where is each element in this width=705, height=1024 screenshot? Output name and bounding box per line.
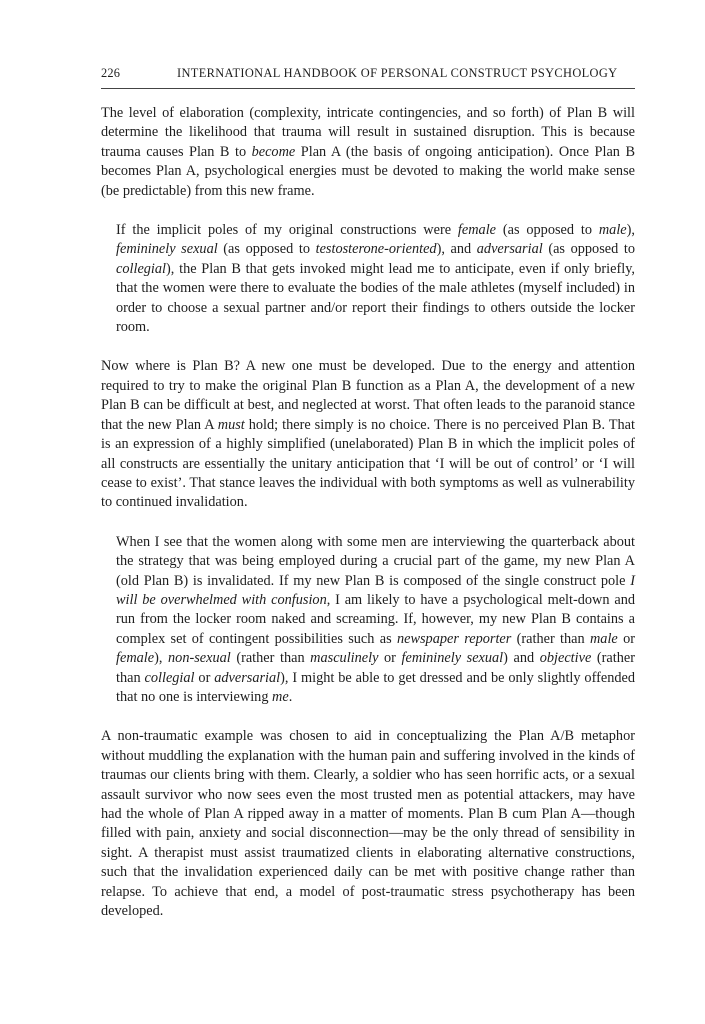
- emphasis: non-sexual: [168, 650, 231, 667]
- text-run: ), and: [436, 241, 477, 258]
- text-run: ),: [626, 222, 635, 239]
- book-page: [101, 66, 635, 921]
- emphasis: male: [598, 222, 627, 239]
- emphasis: testosterone-oriented: [315, 241, 437, 258]
- running-header: [101, 66, 635, 89]
- emphasis: newspaper reporter: [396, 630, 512, 647]
- text-run: hold; there simply is no choice. There is no perceived Plan B. That is an expression of a highly simplified (unelaborated) Plan B in which the implicit poles of all constructs are essentially the unitary anticipation that ‘I will be out of control’ or ‘I will cease to exist’. That stance leaves the individual with both symptoms as well as vulnerability to continued invalidation.: [101, 416, 635, 511]
- text-run: Now where is Plan B? A new one must be developed. Due to the energy and attention required to try to make the original Plan B function as a Plan A, the development of a new Plan B can be difficult at best, and neglected at worst. That often leads to the paranoid stance that the new Plan A: [101, 358, 635, 433]
- emphasis: masculinely: [310, 650, 379, 667]
- text-run: ), the Plan B that gets invoked might lead me to anticipate, even if only briefly, that the women were there to evaluate the bodies of the male athletes (myself included) in order to choose a sexual partner and/or report their findings to others outside the locker room.: [116, 260, 635, 336]
- emphasis: female: [116, 650, 155, 667]
- emphasis: must: [217, 416, 245, 433]
- text-run: ), I might be able to get dressed and be only slightly offended that no one is interviewing: [116, 669, 635, 705]
- text-run: The level of elaboration (complexity, intricate contingencies, and so forth) of Plan B will determine the likelihood that trauma will result in sustained disruption. This is because trauma causes Plan B to: [101, 105, 635, 160]
- text-run: Plan A (the basis of ongoing anticipation). Once Plan B becomes Plan A, psychological energies must be devoted to making the world make sense (be predictable) from this new frame.: [101, 143, 635, 199]
- text-run: When I see that the women along with some men are interviewing the quarterback about the strategy that was being employed during a crucial part of the game, my new Plan A (old Plan B) is invalidated. If my new Plan B is composed of the single construct pole: [116, 533, 635, 589]
- block-quote-text: [116, 533, 635, 708]
- block-quote-text: [116, 221, 635, 337]
- emphasis: I will be overwhelmed with confusion: [116, 572, 635, 608]
- emphasis: adversarial: [214, 669, 281, 686]
- text-run: , I am likely to have a psychological melt-down and run from the locker room naked and screaming. If, however, my new Plan B contains a complex set of contingent possibilities such as: [116, 591, 635, 647]
- text-run: (rather than: [230, 650, 311, 667]
- body-paragraph-2: [101, 357, 635, 512]
- emphasis: become: [251, 143, 296, 160]
- text-run: or: [378, 650, 402, 667]
- text-run: (as opposed to: [542, 241, 635, 258]
- emphasis: collegial: [144, 669, 195, 686]
- text-run: If the implicit poles of my original constructions were: [116, 222, 458, 239]
- text-run: .: [288, 688, 293, 705]
- emphasis: femininely sexual: [401, 650, 504, 667]
- emphasis: female: [457, 222, 497, 239]
- text-run: (rather than: [116, 650, 635, 686]
- emphasis: femininely sexual: [116, 241, 218, 258]
- text-run: A non-traumatic example was chosen to aid in conceptualizing the Plan A/B metaphor without muddling the explanation with the human pain and suffering involved in the kinds of traumas our clients bring with them. Clearly, a soldier who has seen horrific acts, or a sexual assault survivor who now sees even the most trusted men as potential attackers, may have had the whole of Plan A ripped away in a matter of moments. Plan B cum Plan A—though filled with pain, anxiety and social disconnection—may be the only thread of sensibility in sight. A therapist must assist traumatized clients in elaborating alternative constructions, such that the invalidation experienced daily can be met with positive change rather than relapse. To achieve that end, a model of post-traumatic stress psychotherapy has been developed.: [101, 728, 635, 920]
- running-title: INTERNATIONAL HANDBOOK OF PERSONAL CONSTRUCT PSYCHOLOGY: [177, 66, 618, 80]
- emphasis: objective: [539, 650, 592, 667]
- emphasis: male: [589, 630, 618, 647]
- emphasis: me: [272, 688, 289, 705]
- text-run: (rather than: [511, 630, 590, 647]
- body-paragraph-3: [101, 727, 635, 921]
- page-number: 226: [101, 66, 121, 80]
- text-run: ),: [154, 650, 169, 667]
- body-paragraph-1: [101, 104, 635, 201]
- text-run: or: [194, 669, 215, 686]
- block-quote-1: [101, 221, 635, 337]
- block-quote-2: [101, 533, 635, 708]
- text-run: ) and: [503, 650, 540, 667]
- emphasis: collegial: [116, 260, 167, 277]
- text-run: (as opposed to: [496, 222, 599, 239]
- text-run: (as opposed to: [217, 241, 316, 258]
- emphasis: adversarial: [476, 241, 543, 258]
- text-run: or: [617, 630, 635, 647]
